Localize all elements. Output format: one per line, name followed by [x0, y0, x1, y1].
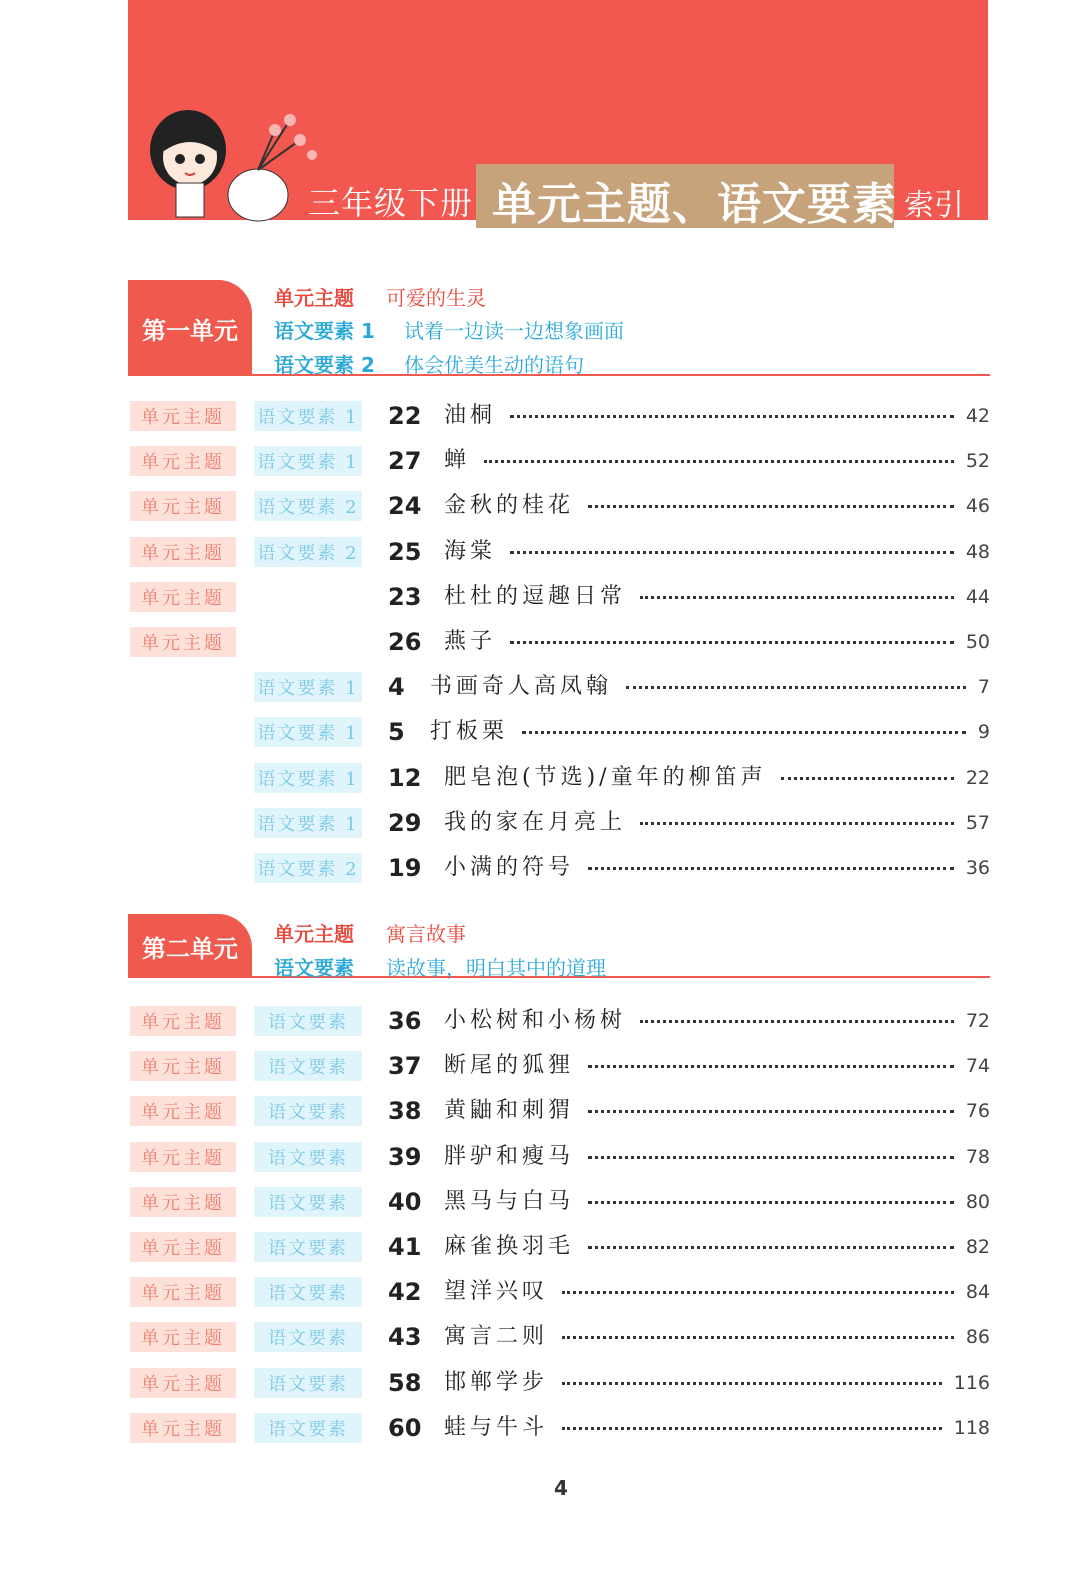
leader-dots [588, 1065, 954, 1068]
list-item[interactable] [0, 489, 1080, 529]
theme-tag: 单元主题 [130, 1322, 236, 1352]
element-tag: 语文要素 [254, 1368, 362, 1398]
unit-1-element-1-value: 试着一边读一边想象画面 [404, 319, 624, 343]
element-tag: 语文要素 1 [254, 808, 362, 838]
element-tag: 语文要素 2 [254, 491, 362, 521]
leader-dots [522, 731, 966, 734]
lesson-title: 邯郸学步 [444, 1366, 554, 1400]
element-tag: 语文要素 2 [254, 853, 362, 883]
lesson-title: 金秋的桂花 [444, 489, 580, 523]
theme-tag: 单元主题 [130, 401, 236, 431]
leader-dots [484, 460, 954, 463]
leader-dots [510, 415, 954, 418]
list-item[interactable] [0, 1049, 1080, 1089]
index-label: 索引 [904, 188, 964, 223]
page-ref: 7 [977, 676, 990, 699]
theme-tag: 单元主题 [130, 1096, 236, 1126]
page-ref: 116 [953, 1371, 990, 1394]
lesson-number: 27 [388, 447, 422, 476]
lesson-title: 寓言二则 [444, 1320, 554, 1354]
element-tag: 语文要素 [254, 1006, 362, 1036]
element-tag: 语文要素 1 [254, 717, 362, 747]
page-ref: 78 [965, 1145, 990, 1168]
list-item[interactable] [0, 580, 1080, 620]
element-tag: 语文要素 [254, 1413, 362, 1443]
page-ref: 57 [965, 811, 990, 834]
list-item[interactable] [0, 806, 1080, 846]
lesson-title: 海棠 [444, 535, 502, 569]
unit-1-tab: 第一单元 [128, 280, 252, 376]
unit-2-element-label: 语文要素 [274, 956, 354, 980]
theme-tag: 单元主题 [130, 1006, 236, 1036]
lesson-number: 4 [388, 673, 405, 702]
theme-tag: 单元主题 [130, 491, 236, 521]
theme-tag: 单元主题 [130, 537, 236, 567]
list-item[interactable] [0, 1004, 1080, 1044]
theme-tag: 单元主题 [130, 1232, 236, 1262]
lesson-number: 29 [388, 808, 422, 837]
lesson-title: 燕子 [444, 625, 502, 659]
theme-tag: 单元主题 [130, 1277, 236, 1307]
lesson-title: 小满的符号 [444, 851, 580, 885]
element-tag: 语文要素 [254, 1096, 362, 1126]
lesson-title: 小松树和小杨树 [444, 1004, 632, 1038]
page-ref: 72 [965, 1010, 990, 1032]
unit-1-element-1-label: 语文要素 1 [274, 319, 375, 343]
lesson-number: 36 [388, 1007, 422, 1035]
lesson-title: 黑马与白马 [444, 1185, 580, 1219]
element-tag: 语文要素 [254, 1142, 362, 1172]
theme-tag: 单元主题 [130, 446, 236, 476]
list-item[interactable] [0, 399, 1080, 439]
lesson-number: 24 [388, 492, 422, 521]
page-ref: 52 [965, 450, 990, 473]
element-tag: 语文要素 1 [254, 401, 362, 431]
theme-tag: 单元主题 [130, 582, 236, 612]
leader-dots [562, 1382, 942, 1385]
unit-1-element-2-value: 体会优美生动的语句 [404, 353, 584, 377]
element-tag: 语文要素 1 [254, 672, 362, 702]
lesson-title: 肥皂泡(节选)/童年的柳笛声 [444, 761, 773, 795]
lesson-title: 蝉 [444, 444, 476, 478]
list-item[interactable] [0, 625, 1080, 665]
leader-dots [562, 1427, 942, 1430]
page-ref: 36 [965, 857, 990, 879]
element-tag: 语文要素 2 [254, 537, 362, 567]
lesson-title: 书画奇人高凤翰 [430, 670, 618, 704]
page-number: 4 [554, 1476, 568, 1500]
page-ref: 50 [965, 631, 990, 653]
lesson-number: 26 [388, 628, 422, 656]
element-tag: 语文要素 [254, 1232, 362, 1262]
unit-1-theme-value: 可爱的生灵 [386, 286, 486, 310]
list-item[interactable] [0, 1230, 1080, 1270]
unit-2-element-value: 读故事，明白其中的道理 [386, 956, 606, 980]
lesson-number: 39 [388, 1142, 422, 1171]
page-ref: 74 [965, 1055, 990, 1078]
list-item[interactable] [0, 535, 1080, 575]
lesson-title: 望洋兴叹 [444, 1275, 554, 1309]
leader-dots [588, 1246, 954, 1249]
lesson-number: 22 [388, 402, 422, 430]
theme-tag: 单元主题 [130, 1413, 236, 1443]
lesson-title: 黄鼬和刺猬 [444, 1094, 580, 1128]
page-ref: 22 [965, 766, 990, 789]
list-item[interactable] [0, 670, 1080, 710]
list-item[interactable] [0, 444, 1080, 484]
lesson-number: 37 [388, 1052, 422, 1081]
lesson-title: 蛙与牛斗 [444, 1411, 554, 1445]
page-ref: 9 [977, 721, 990, 744]
lesson-title: 胖驴和瘦马 [444, 1140, 580, 1174]
leader-dots [640, 822, 954, 825]
leader-dots [588, 505, 954, 508]
page-ref: 42 [965, 405, 990, 427]
unit-2-theme-value: 寓言故事 [386, 922, 466, 946]
leader-dots [510, 641, 954, 644]
page-ref: 46 [965, 495, 990, 518]
list-item[interactable] [0, 715, 1080, 755]
lesson-number: 43 [388, 1323, 422, 1352]
leader-dots [588, 1201, 954, 1204]
list-item[interactable] [0, 1140, 1080, 1180]
leader-dots [640, 1020, 954, 1023]
lesson-number: 42 [388, 1278, 422, 1307]
leader-dots [588, 1110, 954, 1113]
page-ref: 80 [965, 1190, 990, 1213]
page-ref: 84 [965, 1281, 990, 1304]
list-item[interactable] [0, 1185, 1080, 1225]
leader-dots [626, 686, 966, 689]
page-ref: 76 [965, 1100, 990, 1123]
lesson-number: 58 [388, 1368, 422, 1397]
theme-tag: 单元主题 [130, 1051, 236, 1081]
leader-dots [640, 596, 954, 599]
lesson-number: 40 [388, 1187, 422, 1216]
theme-tag: 单元主题 [130, 1368, 236, 1398]
list-item[interactable] [0, 761, 1080, 801]
unit-2-theme-label: 单元主题 [274, 922, 354, 946]
page-ref: 118 [953, 1416, 990, 1439]
element-tag: 语文要素 1 [254, 446, 362, 476]
list-item[interactable] [0, 851, 1080, 891]
leader-dots [562, 1291, 954, 1294]
lesson-number: 25 [388, 537, 422, 566]
lesson-title: 油桐 [444, 399, 502, 433]
unit-2-tab: 第二单元 [128, 914, 252, 978]
list-item[interactable] [0, 1411, 1080, 1451]
lesson-number: 60 [388, 1413, 422, 1442]
element-tag: 语文要素 [254, 1051, 362, 1081]
page-ref: 44 [965, 585, 990, 608]
list-item[interactable] [0, 1320, 1080, 1360]
leader-dots [588, 867, 954, 870]
lesson-number: 12 [388, 763, 422, 792]
lesson-number: 19 [388, 854, 422, 882]
lesson-number: 23 [388, 582, 422, 611]
lesson-title: 打板栗 [430, 715, 514, 749]
element-tag: 语文要素 1 [254, 763, 362, 793]
page-ref: 48 [965, 540, 990, 563]
lesson-title: 麻雀换羽毛 [444, 1230, 580, 1264]
element-tag: 语文要素 [254, 1187, 362, 1217]
list-item[interactable] [0, 1366, 1080, 1406]
page-ref: 82 [965, 1236, 990, 1258]
lesson-number: 5 [388, 718, 405, 747]
leader-dots [562, 1336, 954, 1339]
page-title: 单元主题、语文要素 [492, 179, 897, 230]
element-tag: 语文要素 [254, 1322, 362, 1352]
element-tag: 语文要素 [254, 1277, 362, 1307]
lesson-title: 我的家在月亮上 [444, 806, 632, 840]
list-item[interactable] [0, 1094, 1080, 1134]
lesson-title: 杜杜的逗趣日常 [444, 580, 632, 614]
unit-1-element-2-label: 语文要素 2 [274, 353, 375, 377]
leader-dots [781, 777, 954, 780]
lesson-number: 38 [388, 1097, 422, 1126]
theme-tag: 单元主题 [130, 627, 236, 657]
lesson-title: 断尾的狐狸 [444, 1049, 580, 1083]
list-item[interactable] [0, 1275, 1080, 1315]
page-ref: 86 [965, 1326, 990, 1349]
theme-tag: 单元主题 [130, 1142, 236, 1172]
leader-dots [588, 1156, 954, 1159]
theme-tag: 单元主题 [130, 1187, 236, 1217]
lesson-number: 41 [388, 1233, 422, 1261]
grade-label: 三年级下册 [308, 184, 474, 222]
unit-1-theme-label: 单元主题 [274, 286, 354, 310]
leader-dots [510, 551, 954, 554]
